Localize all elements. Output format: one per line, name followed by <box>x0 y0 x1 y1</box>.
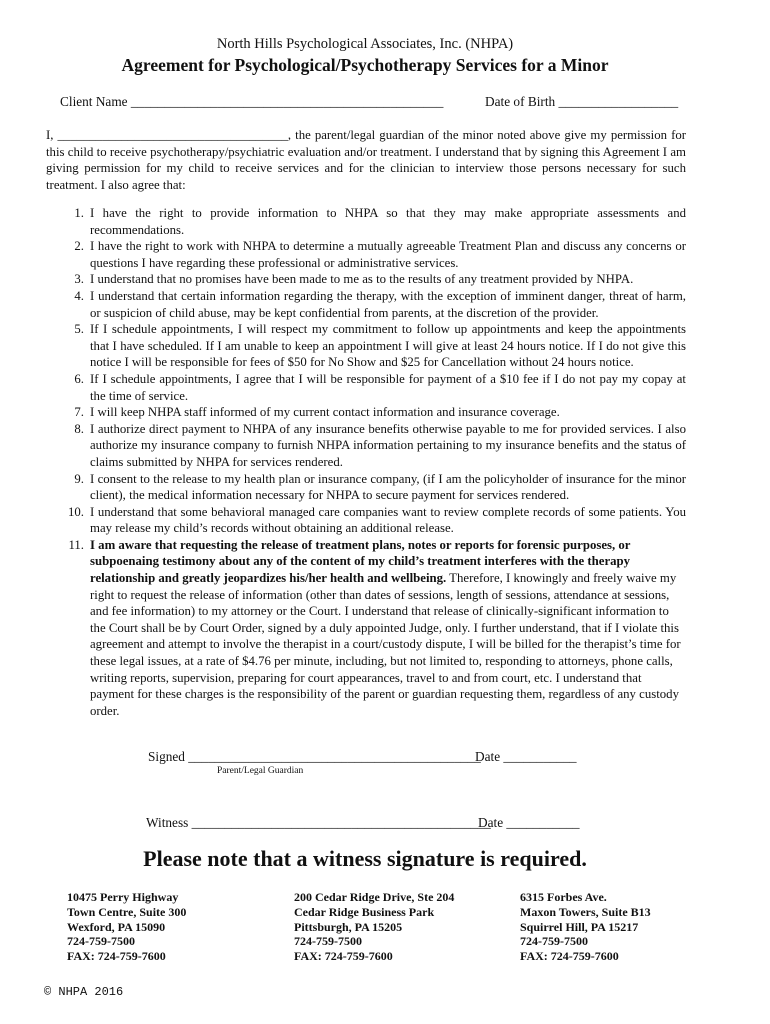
address-line: Maxon Towers, Suite B13 <box>520 904 651 919</box>
item-number: 7. <box>74 405 84 420</box>
item-number: 8. <box>74 421 84 436</box>
item-text: If I schedule appointments, I will respect my commitment to follow up appointments and keep the appointments that I have scheduled. If I am unable to keep an appointment I will give at least 24 hours notice. If I do not give this notice I will be responsible for fees of $50 for No Show and $25 for Cancellation without 24 hours notice. <box>90 322 686 370</box>
address-fax: FAX: 724-759-7600 <box>520 949 619 964</box>
address-line: Town Centre, Suite 300 <box>67 904 187 919</box>
list-item-forensic <box>46 537 686 720</box>
date-of-birth-field[interactable]: Date of Birth __________________ <box>485 94 679 109</box>
address-fax: FAX: 724-759-7600 <box>294 949 393 964</box>
list-item <box>46 321 686 371</box>
list-item <box>46 371 686 404</box>
list-item <box>46 421 686 471</box>
item-number: 10. <box>68 504 84 519</box>
item-number: 4. <box>74 288 84 303</box>
document-title: Agreement for Psychological/Psychotherapy Services for a Minor <box>121 55 609 75</box>
list-item <box>46 288 686 321</box>
copyright-notice: © NHPA 2016 <box>44 985 124 999</box>
item-text: If I schedule appointments, I agree that I will be responsible for payment of a $10 fee if I do not pay my copay at the time of service. <box>90 371 686 403</box>
organization-name: North Hills Psychological Associates, Inc. (NHPA) <box>216 36 514 52</box>
office-address-wexford <box>67 890 186 964</box>
address-phone: 724-759-7500 <box>520 934 588 949</box>
item-number: 5. <box>74 322 84 337</box>
item-text: I understand that no promises have been made to me as to the results of any treatment provided by NHPA. <box>90 272 634 287</box>
address-line: Pittsburgh, PA 15205 <box>294 919 403 934</box>
list-item <box>46 238 686 271</box>
address-line: 6315 Forbes Ave. <box>520 890 607 904</box>
item-number: 3. <box>74 272 84 287</box>
list-item <box>46 205 686 238</box>
signature-date-field[interactable]: Date ___________ <box>475 749 577 764</box>
item-bold-text: I am aware that requesting the release of treatment plans, notes or reports for forensic purposes, or subpoenaing testimony about any of the content of my child’s treatment interferes with the therapy relationship and greatly jeopardizes his/her health and wellbeing. <box>90 537 631 586</box>
item-text: I understand that certain information regarding the therapy, with the exception of imminent danger, threat of harm, or suspicion of child abuse, may be kept confidential from parents, at the discretion of the provider. <box>90 288 686 320</box>
witness-date-field[interactable]: Date ___________ <box>478 815 580 830</box>
item-text: I have the right to provide information to NHPA so that they may make appropriate assessments and recommendations. <box>90 206 686 237</box>
agreement-list <box>46 205 686 719</box>
item-text: I will keep NHPA staff informed of my current contact information and insurance coverage. <box>90 405 560 420</box>
signature-caption: Parent/Legal Guardian <box>217 766 304 776</box>
client-name-field[interactable]: Client Name _______________________________________________ <box>60 94 444 109</box>
list-item <box>46 504 686 537</box>
address-fax: FAX: 724-759-7600 <box>67 949 166 964</box>
office-address-squirrel-hill <box>520 890 651 964</box>
item-number: 6. <box>74 371 84 386</box>
list-item <box>46 471 686 504</box>
list-item <box>46 271 686 288</box>
item-number: 2. <box>74 239 84 254</box>
item-text: I authorize direct payment to NHPA of any insurance benefits otherwise payable to me for provided services. I also authorize my insurance company to furnish NHPA information pertaining to my insurance benefits and the status of claims submitted by NHPA for services rendered. <box>90 421 686 469</box>
item-number: 9. <box>74 471 84 486</box>
address-line: 10475 Perry Highway <box>67 890 179 904</box>
item-text: I have the right to work with NHPA to determine a mutually agreeable Treatment Plan and discuss any concerns or questions I have regarding these professional or administrative services. <box>90 239 686 270</box>
item-number: 11. <box>68 537 84 552</box>
address-line: Squirrel Hill, PA 15217 <box>520 919 639 934</box>
item-text: Therefore, I knowingly and freely waive my right to request the release of information (other than dates of sessions, length of sessions, attendance at sessions, and fee information) to my attorney or the Court. I understand that release of clinically-significant information to the Court shall be by Court Order, signed by a duly appointed Judge, only. I further understand, that if I violate this agreement and attempt to involve the therapist in a court/custody dispute, I will be billed for the therapist’s time for these legal issues, at a rate of $4.76 per minute, including, but not limited to, responding to attorneys, phone calls, writing reports, supervision, preparing for court appearances, travel to and from court, etc. I understand that payment for these charges is the responsibility of the parent or guardian requesting them, regardless of any custody order. <box>90 571 681 718</box>
list-item <box>46 404 686 421</box>
witness-signature-field[interactable]: Witness _____________________________________________ <box>146 815 491 830</box>
item-text: I understand that some behavioral managed care companies want to review complete records of some patients. You may release my child’s records without obtaining an additional release. <box>90 504 686 536</box>
guardian-signature-field[interactable]: Signed ____________________________________________ <box>148 749 481 764</box>
address-line: 200 Cedar Ridge Drive, Ste 204 <box>294 890 455 904</box>
address-phone: 724-759-7500 <box>67 934 135 949</box>
item-text: I consent to the release to my health plan or insurance company, (if I am the policyholder of insurance for the minor client), the medical information necessary for NHPA to secure payment for services rendered. <box>90 471 686 503</box>
address-line: Wexford, PA 15090 <box>67 919 166 934</box>
item-number: 1. <box>74 206 84 220</box>
office-address-pittsburgh <box>294 890 454 964</box>
address-phone: 724-759-7500 <box>294 934 362 949</box>
intro-paragraph: I, ____________________________________, the parent/legal guardian of the minor noted above give my permission for this child to receive psychotherapy/psychiatric evaluation and/or treatment. I understand that by signing this Agreement I am giving permission for my child to receive services and for the clinician to interview those persons necessary for such treatment. I also agree that: <box>46 128 686 192</box>
witness-notice: Please note that a witness signature is required. <box>143 846 587 871</box>
address-line: Cedar Ridge Business Park <box>294 904 435 919</box>
